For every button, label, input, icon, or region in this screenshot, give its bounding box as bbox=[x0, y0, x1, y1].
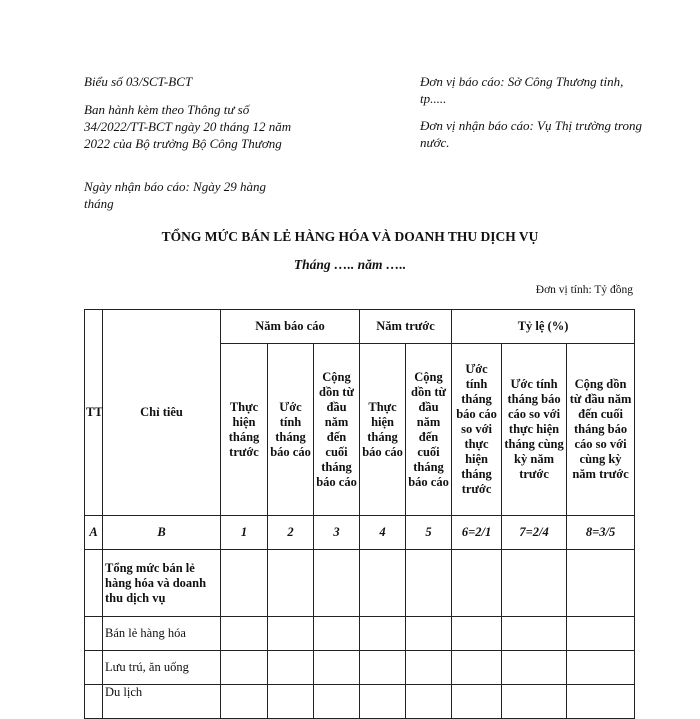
code-cell: 8=3/5 bbox=[567, 516, 635, 550]
page-title: TỔNG MỨC BÁN LẺ HÀNG HÓA VÀ DOANH THU DỊCH VỤ bbox=[161, 229, 539, 244]
table-row bbox=[85, 550, 635, 617]
group-ratio: Tỷ lệ (%) bbox=[452, 310, 635, 344]
code-cell: 7=2/4 bbox=[502, 516, 567, 550]
sub-header: Cộng dồn từ đầu năm đến cuối tháng báo cáo bbox=[406, 344, 452, 516]
code-cell: 3 bbox=[314, 516, 360, 550]
unit-note: Đơn vị tính: Tỷ đồng bbox=[535, 284, 633, 296]
table-row bbox=[85, 685, 635, 719]
group-prev-year: Năm trước bbox=[360, 310, 452, 344]
code-cell: 6=2/1 bbox=[452, 516, 502, 550]
row-label: Du lịch bbox=[103, 685, 221, 719]
sub-header: Thực hiện tháng báo cáo bbox=[360, 344, 406, 516]
receiving-unit: Đơn vị nhận báo cáo: Vụ Thị trường trong nước. bbox=[420, 118, 642, 150]
col-tt: TT bbox=[85, 310, 103, 516]
sub-header: Ước tính tháng báo cáo so với thực hiện tháng trước bbox=[452, 344, 502, 516]
sub-header: Cộng dồn từ đầu năm đến cuối tháng báo cáo bbox=[314, 344, 360, 516]
reporting-unit: Đơn vị báo cáo: Sở Công Thương tỉnh, tp..... bbox=[420, 74, 624, 106]
code-cell: 4 bbox=[360, 516, 406, 550]
form-code: Biểu số 03/SCT-BCT bbox=[84, 74, 193, 89]
sub-header: Ước tính tháng báo cáo so với thực hiện tháng cùng kỳ năm trước bbox=[502, 344, 567, 516]
code-cell: B bbox=[103, 516, 221, 550]
row-label: Bán lẻ hàng hóa bbox=[103, 617, 221, 651]
group-report-year: Năm báo cáo bbox=[221, 310, 360, 344]
report-table bbox=[84, 309, 635, 719]
table-row bbox=[85, 617, 635, 651]
table-row bbox=[85, 651, 635, 685]
row-label: Lưu trú, ăn uống bbox=[103, 651, 221, 685]
report-period: Tháng ….. năm ….. bbox=[293, 257, 407, 272]
code-cell: 5 bbox=[406, 516, 452, 550]
code-cell: 2 bbox=[268, 516, 314, 550]
sub-header: Cộng dồn từ đầu năm đến cuối tháng báo cáo so với cùng kỳ năm trước bbox=[567, 344, 635, 516]
sub-header: Ước tính tháng báo cáo bbox=[268, 344, 314, 516]
receive-date: Ngày nhận báo cáo: Ngày 29 hàng tháng bbox=[84, 179, 266, 211]
issued-text: Ban hành kèm theo Thông tư số 34/2022/TT-BCT ngày 20 tháng 12 năm 2022 của Bộ trưởng Bộ Công Thương bbox=[84, 102, 292, 151]
code-cell: A bbox=[85, 516, 103, 550]
row-label: Tổng mức bán lẻ hàng hóa và doanh thu dịch vụ bbox=[103, 550, 221, 617]
sub-header: Thực hiện tháng trước bbox=[221, 344, 268, 516]
col-indicator: Chỉ tiêu bbox=[103, 310, 221, 516]
code-cell: 1 bbox=[221, 516, 268, 550]
